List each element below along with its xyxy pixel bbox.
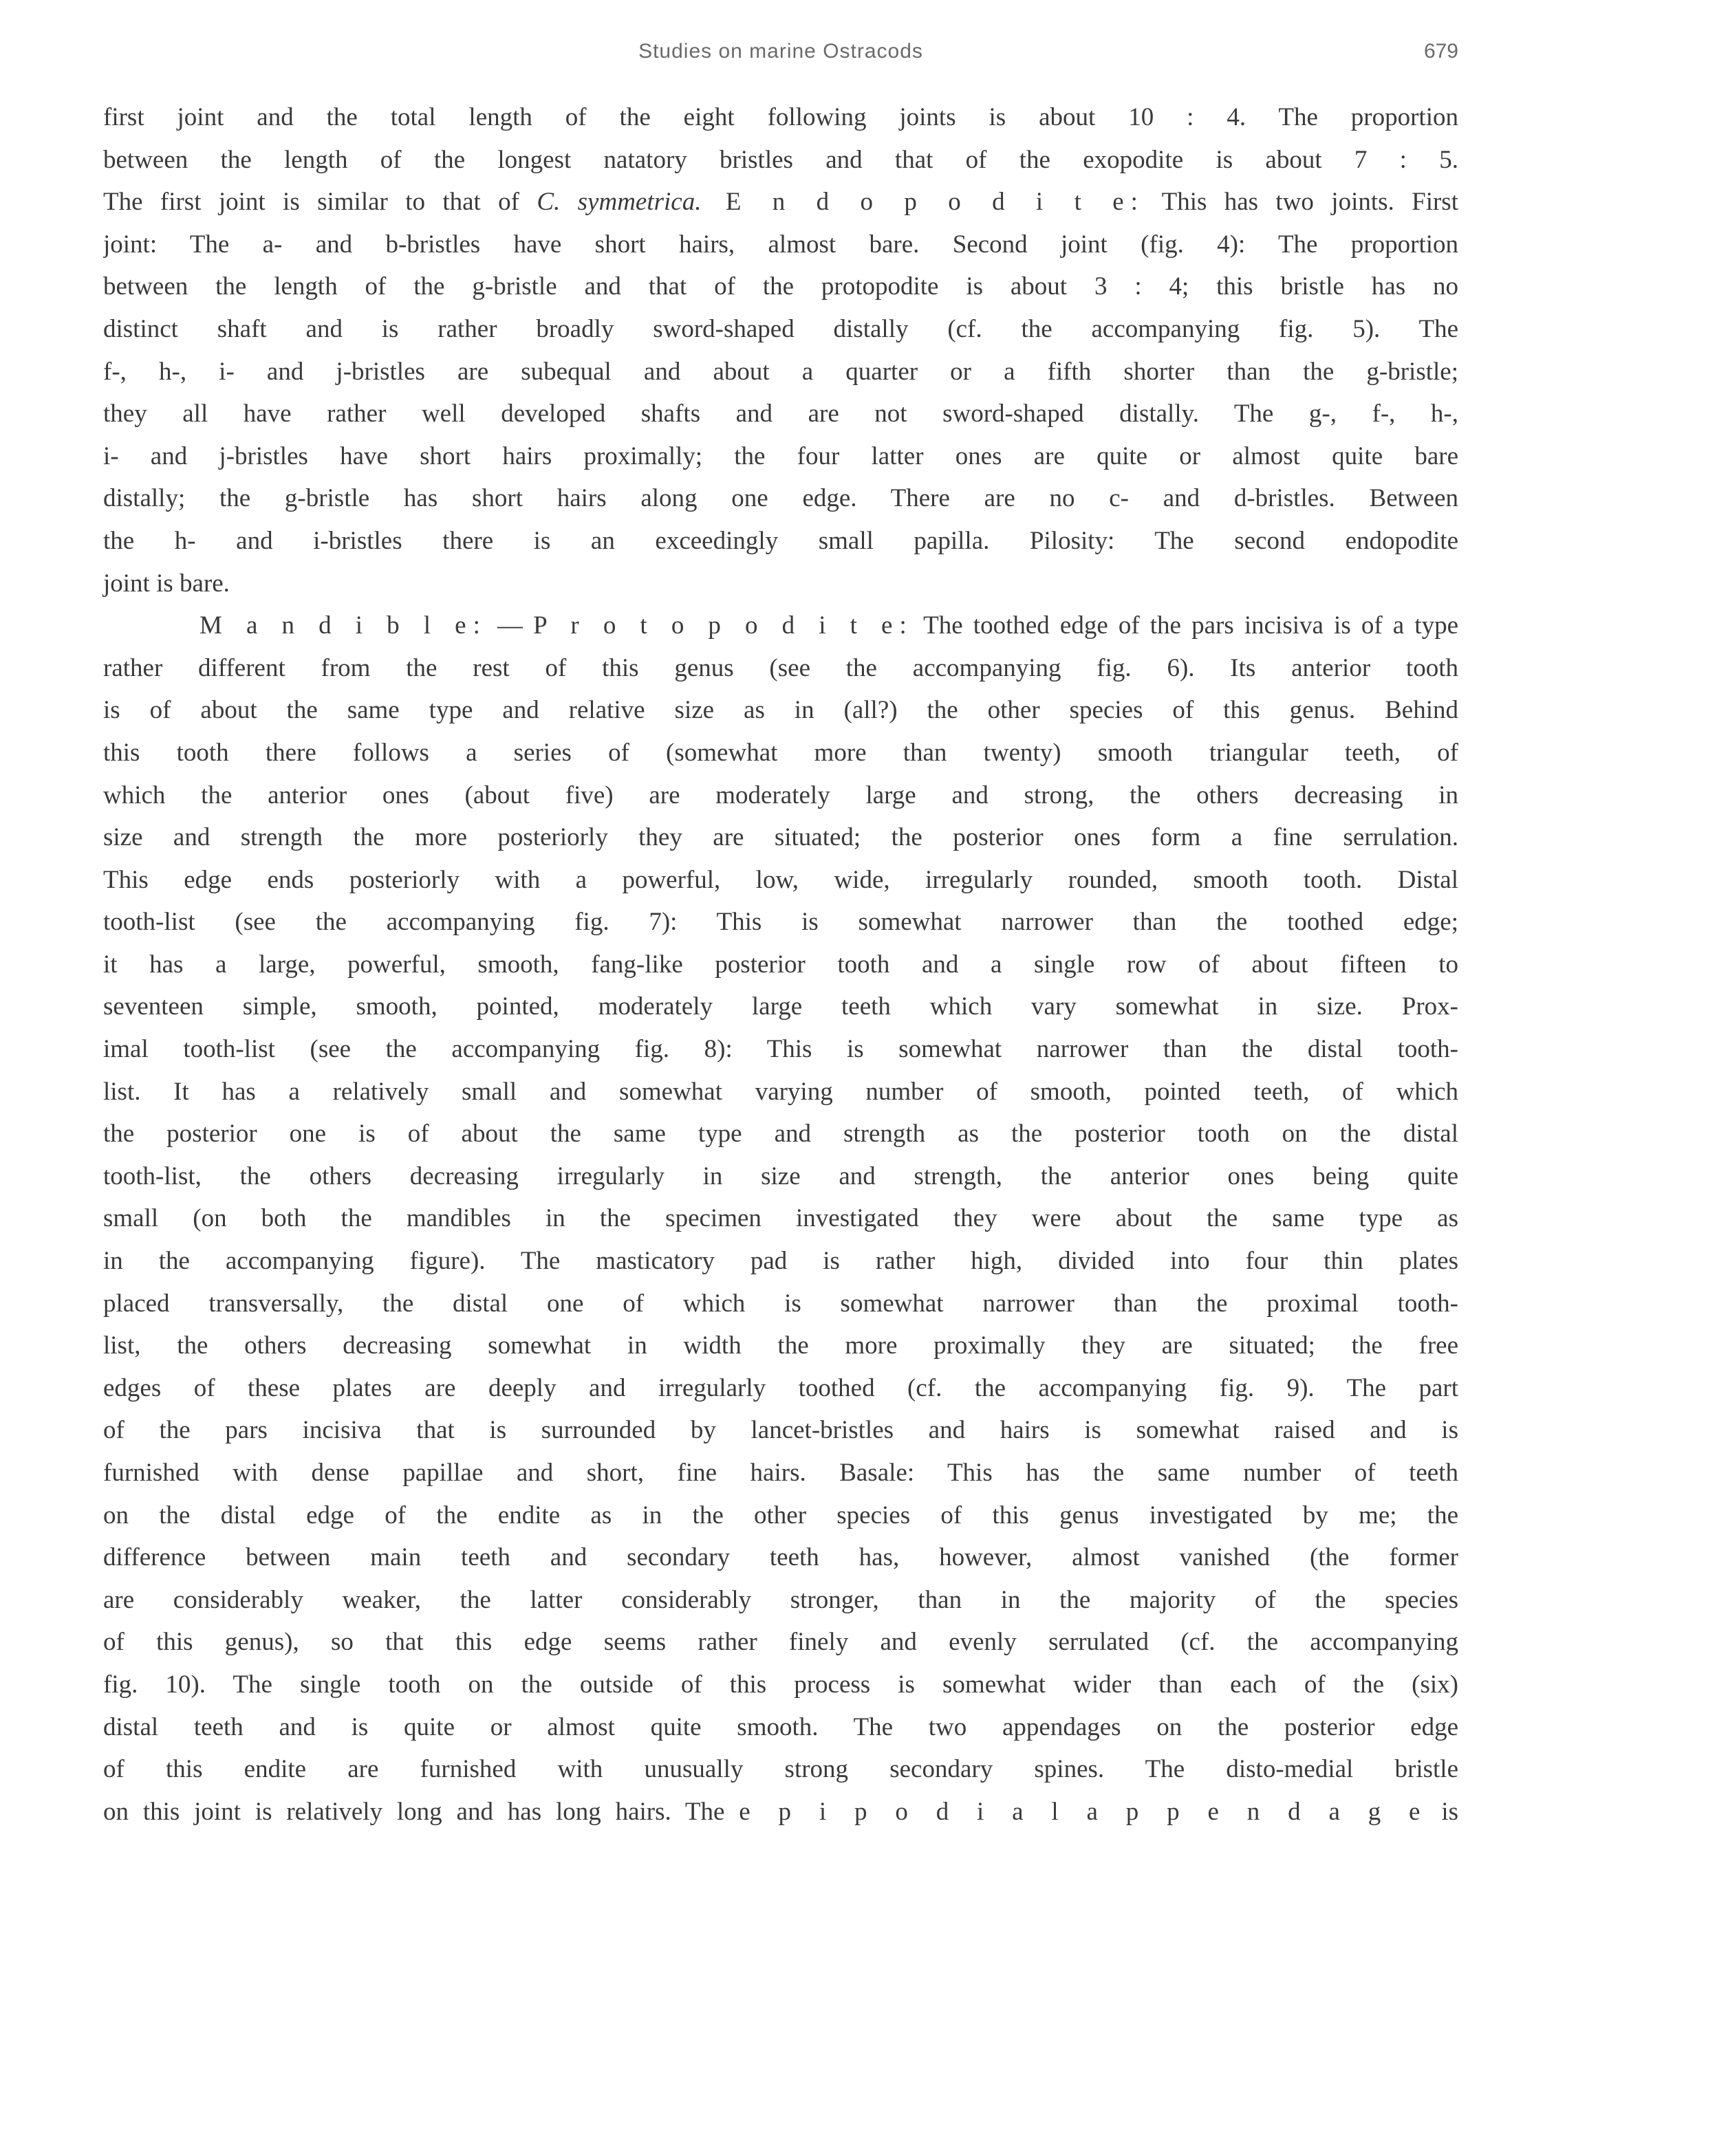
text-line [103, 605, 1458, 647]
text-line: joint: The a- and b-bristles have short hairs, almost bare. Second joint (fig. 4): The proportion [103, 230, 1458, 259]
text-line: small (on both the mandibles in the specimen investigated they were about the same type as [103, 1204, 1458, 1233]
text-line: first joint and the total length of the eight following joints is about 10 : 4. The proportion [103, 103, 1458, 131]
text-run: The first joint is similar to that of [103, 188, 537, 217]
text-line: placed transversally, the distal one of which is somewhat narrower than the proximal tooth- [103, 1289, 1458, 1318]
text-line: seventeen simple, smooth, pointed, moderately large teeth which vary somewhat in size. Prox- [103, 992, 1458, 1021]
text-line: this tooth there follows a series of (somewhat more than twenty) smooth triangular teeth, of [103, 738, 1458, 767]
section-term: P r o t o p o d i t e: [533, 611, 914, 640]
section-term: M a n d i b l e: [199, 611, 487, 640]
page-header [103, 40, 1458, 70]
text-line: of this endite are furnished with unusually strong secondary spines. The disto-medial bristle [103, 1755, 1458, 1784]
running-head: Studies on marine Ostracods [638, 40, 923, 63]
text-line: imal tooth-list (see the accompanying fig. 8): This is somewhat narrower than the distal tooth- [103, 1035, 1458, 1064]
text-line: the h- and i-bristles there is an exceedingly small papilla. Pilosity: The second endopodite [103, 526, 1458, 555]
text-line: it has a large, powerful, smooth, fang-like posterior tooth and a single row of about fifteen to [103, 950, 1458, 979]
text-line: This edge ends posteriorly with a powerful, low, wide, irregularly rounded, smooth tooth. Distal [103, 865, 1458, 894]
text-line: tooth-list (see the accompanying fig. 7): This is somewhat narrower than the toothed edge; [103, 908, 1458, 937]
text-line: f-, h-, i- and j-bristles are subequal and about a quarter or a fifth shorter than the g-bristle; [103, 357, 1458, 386]
text-line [103, 1791, 1458, 1833]
text-line: between the length of the g-bristle and that of the protopodite is about 3 : 4; this bristle has no [103, 272, 1458, 301]
text-line: which the anterior ones (about five) are moderately large and strong, the others decreasing in [103, 781, 1458, 809]
species-name: C. symmetrica. [537, 188, 702, 217]
page-number: 679 [1423, 40, 1458, 63]
text-line: rather different from the rest of this genus (see the accompanying fig. 6). Its anterior tooth [103, 653, 1458, 682]
text-line: tooth-list, the others decreasing irregularly in size and strength, the anterior ones being quite [103, 1162, 1458, 1190]
text-line: between the length of the longest natatory bristles and that of the exopodite is about 7 : 5. [103, 145, 1458, 174]
text-line: distinct shaft and is rather broadly sword-shaped distally (cf. the accompanying fig. 5). The [103, 314, 1458, 343]
text-line: of the pars incisiva that is surrounded by lancet-bristles and hairs is somewhat raised and is [103, 1416, 1458, 1445]
text-run: on this joint is relatively long and has long hairs. The [103, 1797, 739, 1826]
text-line: list. It has a relatively small and somewhat varying number of smooth, pointed teeth, of which [103, 1077, 1458, 1106]
text-line: the posterior one is of about the same type and strength as the posterior tooth on the distal [103, 1120, 1458, 1148]
text-line: joint is bare. [103, 569, 230, 598]
text-line: are considerably weaker, the latter considerably stronger, than in the majority of the species [103, 1585, 1458, 1614]
text-run: — [486, 611, 534, 640]
text-line: furnished with dense papillae and short, fine hairs. Basale: This has the same number of teeth [103, 1459, 1458, 1487]
body-text [103, 96, 1458, 1833]
text-line [103, 181, 1458, 224]
text-line: difference between main teeth and secondary teeth has, however, almost vanished (the former [103, 1543, 1458, 1572]
text-line: of this genus), so that this edge seems rather finely and evenly serrulated (cf. the accompanying [103, 1628, 1458, 1657]
section-term: e p i p o d i a l a p p e n d a g e [739, 1797, 1427, 1826]
section-term: E n d o p o d i t e: [701, 188, 1145, 217]
text-line: size and strength the more posteriorly they are situated; the posterior ones form a fine serrulation. [103, 823, 1458, 852]
text-line: edges of these plates are deeply and irregularly toothed (cf. the accompanying fig. 9). The part [103, 1373, 1458, 1402]
text-line: list, the others decreasing somewhat in width the more proximally they are situated; the free [103, 1331, 1458, 1360]
text-line: is of about the same type and relative size as in (all?) the other species of this genus. Behind [103, 696, 1458, 725]
text-line: i- and j-bristles have short hairs proximally; the four latter ones are quite or almost quite bare [103, 442, 1458, 470]
text-run: The toothed edge of the pars incisiva is of a type [913, 611, 1458, 640]
text-line: distally; the g-bristle has short hairs along one edge. There are no c- and d-bristles. Between [103, 484, 1458, 513]
text-line: they all have rather well developed shafts and are not sword-shaped distally. The g-, f-, h-, [103, 400, 1458, 428]
text-run: is [1427, 1797, 1458, 1826]
text-line: fig. 10). The single tooth on the outside of this process is somewhat wider than each of the (six) [103, 1670, 1458, 1699]
text-line: on the distal edge of the endite as in the other species of this genus investigated by me; the [103, 1501, 1458, 1529]
text-line: in the accompanying figure). The masticatory pad is rather high, divided into four thin plates [103, 1247, 1458, 1276]
text-line: distal teeth and is quite or almost quite smooth. The two appendages on the posterior edge [103, 1712, 1458, 1741]
text-run: This has two joints. First [1144, 188, 1458, 217]
